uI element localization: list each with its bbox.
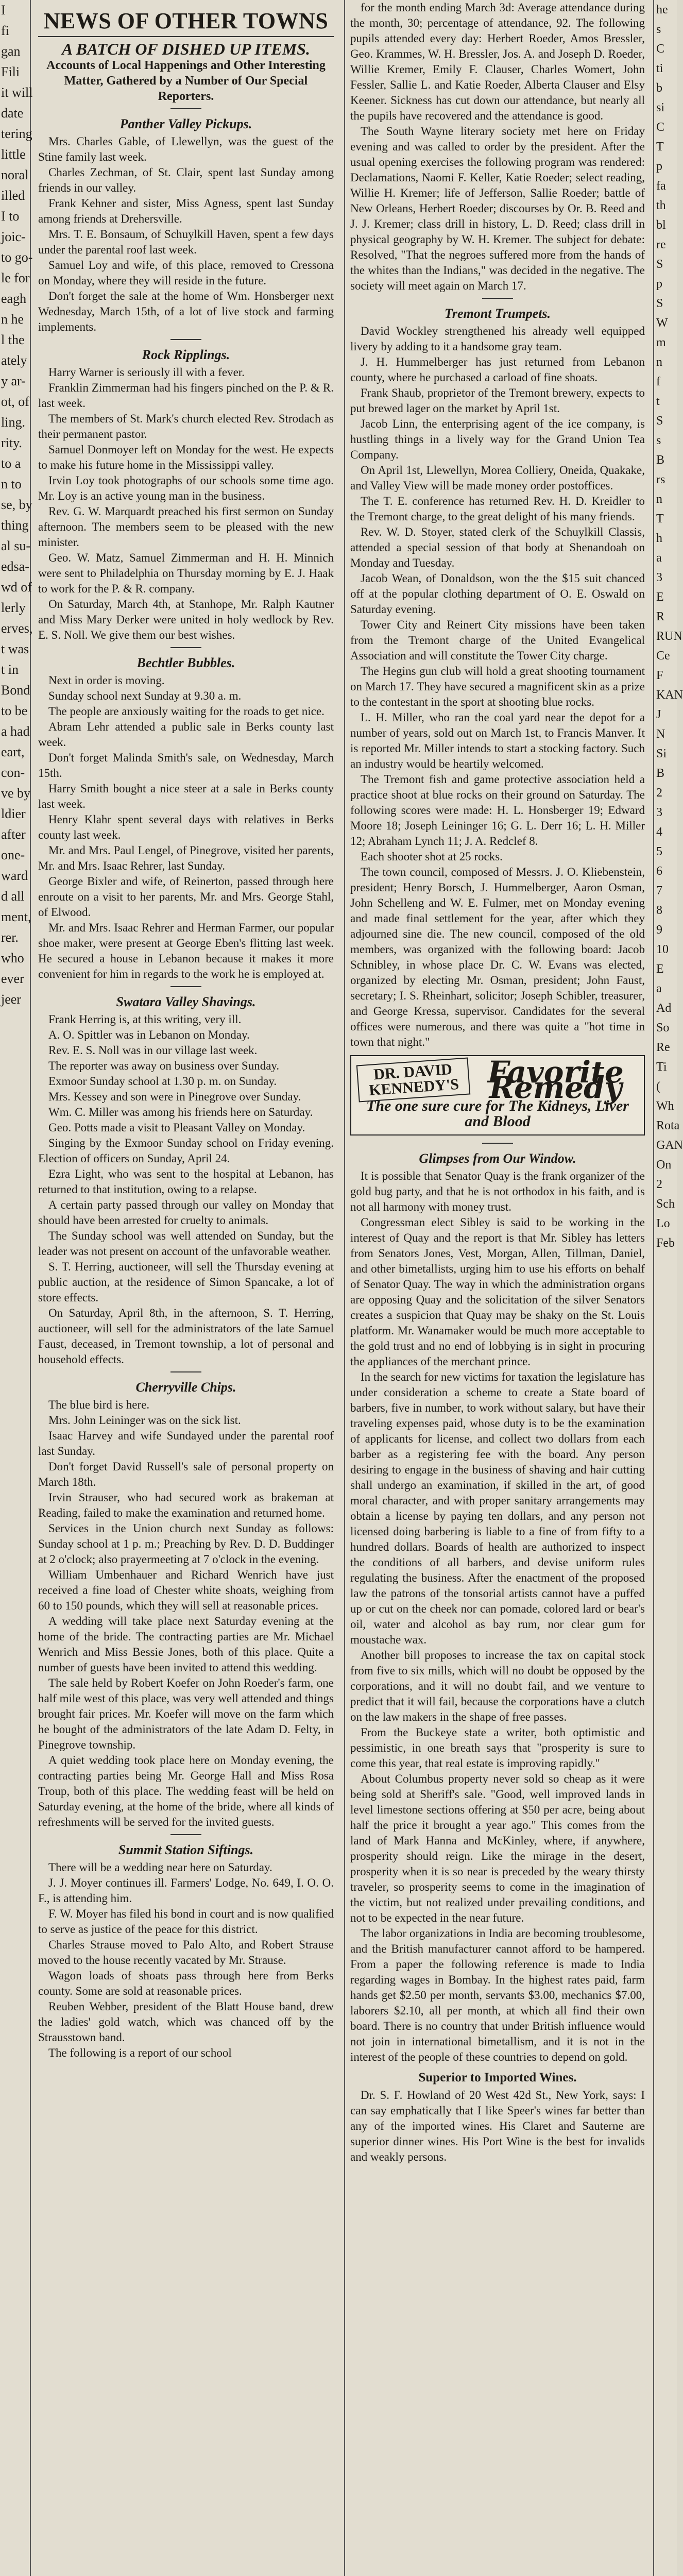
news-item: The labor organizations in India are becoming troublesome, and the British manufacturer cannot afford to be hampered. From a paper the following reference is made to India regarding wages in Bombay. In the highest rates paid, farm hands get $2.50 per month, servants $3.00, mechanics $7.00, laborers $2.10, all per month, at which all find their own board. There is no country that under British influence would not join in international bimetallism, and it is not in the interest of the people of these countries to depend on gold.	[350, 1927, 645, 2063]
fragment-text: B	[656, 767, 665, 780]
fragment-text: bl	[656, 218, 666, 232]
fragment-text: 6	[656, 865, 662, 878]
news-item: Wm. C. Miller was among his friends here on Saturday.	[48, 1106, 313, 1118]
section-heading: Tremont Trumpets.	[444, 306, 551, 321]
news-item: Rev. G. W. Marquardt preached his first sermon on Sunday afternoon. The members seem to be pleased with the new minister.	[38, 505, 334, 549]
news-item: Reuben Webber, president of the Blatt House band, drew the ladies' gold watch, which was chanced off by the Strausstown band.	[38, 2000, 334, 2044]
fragment-text: S	[656, 297, 663, 310]
news-item: The Tremont fish and game protective association held a practice shoot at blue rocks on their ground on Saturday. The following scores were made: H. L. Honsberger 19; Edward Moore 18; Joseph Leininger 16; G. L. Derr 16; L. H. Miller 12; Abraham Lynch 11; J. A. Redclef 8.	[350, 773, 645, 848]
news-item: Congressman elect Sibley is said to be working in the interest of Quay and the report is that Mr. Sibley has letters from Senators Jones, Vest, Morgan, Allen, Tillman, Daniel, and other bimetallists, urging him to use his efforts on behalf of Senator Quay. The way in which the administration organs are opposing Quay and the solicitation of the silver Senators creates a suspicion that Quay may be shaky on the St. Louis platform. Mr. Wanamaker would be much more acceptable to the gold trust and no end of lobbying is in sight in procuring the appliances of the merchant prince.	[350, 1216, 645, 1368]
news-item: Tower City and Reinert City missions have been taken from the Tremont charge of the United Evangelical Association and will constitute the Tower City charge.	[350, 618, 645, 662]
ad-tagline: The one sure cure for The Kidneys, Liver and Blood	[366, 1097, 629, 1130]
fragment-text: m	[656, 336, 666, 349]
fragment-text: to a	[1, 456, 21, 471]
fragment-text: C	[656, 121, 665, 134]
section-heading: Glimpses from Our Window.	[419, 1151, 576, 1166]
news-item: Samuel Donmoyer left on Monday for the west. He expects to make his future home in the Mississippi valley.	[38, 443, 334, 471]
section-divider	[482, 298, 513, 299]
news-item: Rev. E. S. Noll was in our village last week.	[48, 1044, 258, 1057]
fragment-text: J	[656, 708, 661, 721]
news-item: for the month ending March 3d: Average attendance during the month, 30; percentage of attendance, 92. The following pupils attended every day: Herbert Roeder, Amos Bressler, Geo. Krammes, W. H. Bressler, Jos. A. and Joseph D. Roeder, Willie Kremer, Emily F. Clauser, Charles Womert, John Fessler, Sallie L. and Katie Roeder, Alberta Clauser and Elsy Keener. Sickness has cut down our attendance, but nearly all the pupils have recovered and the attendance is good.	[350, 1, 645, 122]
page-title: NEWS OF OTHER TOWNS	[38, 8, 334, 37]
news-item: Samuel Loy and wife, of this place, removed to Cressona on Monday, where they will reside in the future.	[38, 259, 334, 287]
fragment-text: Ti	[656, 1060, 667, 1074]
news-item: J. H. Hummelberger has just returned from Lebanon county, where he purchased a carload of fine shoats.	[350, 355, 645, 384]
news-item: Abram Lehr attended a public sale in Berks county last week.	[38, 720, 334, 749]
fragment-text: t in	[1, 662, 19, 677]
news-item: Dr. S. F. Howland of 20 West 42d St., New York, says: I can say emphatically that I like Speer's wines far better than any of the imported wines. His Claret and Sauterne are superior dinner wines. His Port Wine is the best for invalids and weakly persons.	[350, 2089, 645, 2163]
fragment-text: E	[656, 962, 664, 976]
fragment-text: si	[656, 101, 665, 114]
news-item: Mrs. John Leininger was on the sick list.	[48, 1414, 241, 1427]
news-item: The people are anxiously waiting for the roads to get nice.	[48, 705, 325, 718]
fragment-text: GAN	[656, 1139, 683, 1152]
fragment-text: a	[656, 551, 662, 565]
fragment-text: ve by	[1, 786, 31, 801]
section-divider	[170, 108, 201, 109]
section-heading: Swatara Valley Shavings.	[116, 994, 256, 1009]
fragment-text: ot, of	[1, 394, 29, 409]
fragment-text: se, by	[1, 497, 32, 512]
fragment-text: Wh	[656, 1099, 674, 1113]
fragment-text: 10	[656, 943, 669, 956]
fragment-text: Bond	[1, 683, 30, 698]
fragment-text: 8	[656, 904, 662, 917]
section-heading: Rock Ripplings.	[142, 347, 230, 362]
fragment-text: Fili	[1, 64, 20, 79]
fragment-text: n he	[1, 312, 24, 327]
news-item: Wagon loads of shoats pass through here from Berks county. Some are sold at reasonable prices.	[38, 1969, 334, 1997]
news-item: The South Wayne literary society met here on Friday evening and was called to order by the president. After the usual opening exercises the following program was rendered: Declamations, Naomi F. Keller, Katie Roeder; select reading, Willie H. Kremer; life of Jefferson, Sallie Roeder; battle of New Orleans, Herbert Roeder; discourses by Or. B. Reed and J. J. Kremer; class drill in history, L. D. Reed; class drill in physical geography by W. H. Kremer. The subject for debate: Resolved, "That the negroes suffered more from the hands of the whites than the Indians," was decided in the negative. The society will meet again on March 17.	[350, 125, 645, 292]
ad-headline: Favorite Remedy	[487, 1055, 624, 1105]
fragment-text: eart,	[1, 744, 25, 759]
news-column-left	[34, 0, 339, 2576]
fragment-text: 2	[656, 786, 662, 800]
news-item: There will be a wedding near here on Saturday.	[48, 1861, 272, 1874]
news-item: Henry Klahr spent several days with relatives in Berks county last week.	[38, 813, 334, 841]
fragment-text: Lo	[656, 1217, 670, 1230]
fragment-text: 3	[656, 806, 662, 819]
news-item: Don't forget David Russell's sale of personal property on March 18th.	[38, 1460, 334, 1488]
news-item: Services in the Union church next Sunday as follows: Sunday school at 1 p. m.; Preaching by Rev. D. D. Buddinger at 2 o'clock; also prayermeeting at 7 o'clock in the evening.	[38, 1522, 334, 1566]
news-item: Another bill proposes to increase the tax on capital stock from five to six mills, which will no doubt be opposed by the corporations, and it will no doubt fail, and we venture to predict that it will fail, because the corporations have a clutch on the law makers in the shape of free passes.	[350, 1649, 645, 1723]
fragment-text: C	[656, 42, 665, 56]
fragment-text: to be	[1, 703, 28, 718]
fragment-text: T	[656, 512, 664, 526]
news-item: Mr. and Mrs. Paul Lengel, of Pinegrove, visited her parents, Mr. and Mrs. Isaac Rehrer, last Sunday.	[38, 844, 334, 872]
fragment-text: N	[656, 727, 665, 741]
fragment-text: to go-	[1, 250, 33, 265]
fragment-text: Ce	[656, 649, 670, 663]
fragment-text: s	[656, 23, 661, 36]
fragment-text: wd of	[1, 580, 32, 595]
news-item: The members of St. Mark's church elected Rev. Strodach as their permanent pastor.	[38, 412, 334, 440]
fragment-text: 9	[656, 923, 662, 937]
news-item: The Sunday school was well attended on Sunday, but the leader was not present on account of the unfavorable weather.	[38, 1229, 334, 1258]
fragment-text: re	[656, 238, 666, 251]
fragment-text: fa	[656, 179, 666, 193]
news-item: In the search for new victims for taxation the legislature has under consideration a scheme to create a State board of barbers, five in number, to work without salary, but have their traveling expenses paid, whose duty is to be the examination of applicants for license, and collect two dollars from each barber as a registering fee with the board. Any person desiring to engage in the business of shaving and hair cutting shall undergo an examination, if skilled in the art, of good moral character, and with proper sanitary arrangements may obtain a license by paying ten dollars, and any person not licensed doing barbering is liable to a fine of from fifty to a hundred dollars. Boards of health are authorized to inspect the conditions of all barbers, and devise uniform rules regulating the business. After the enactment of the proposed law the patrons of the tonsorial artists cannot have a puffed up or cut on the cheek nor can pomade, colored lard or bear's oil, water and alcohol as bay rum, nor clear gum for moustache wax.	[350, 1370, 645, 1646]
news-item: S. T. Herring, auctioneer, will sell the Thursday evening at public auction, at the residence of Simon Spancake, a lot of store effects.	[38, 1260, 334, 1304]
fragment-text: le for	[1, 270, 30, 285]
news-item: The following is a report of our school	[48, 2046, 232, 2059]
fragment-text: n	[656, 355, 662, 369]
news-item: Singing by the Exmoor Sunday school on Friday evening. Election of officers on Sunday, April 24.	[38, 1137, 334, 1165]
fragment-text: On	[656, 1158, 672, 1172]
news-item: Geo. Potts made a visit to Pleasant Valley on Monday.	[48, 1121, 305, 1134]
fragment-text: F	[656, 669, 663, 682]
right-column-fragment	[653, 0, 683, 2576]
news-item: Ezra Light, who was sent to the hospital at Lebanon, has returned to that institution, owing to a relapse.	[38, 1167, 334, 1196]
fragment-text: he	[656, 3, 668, 16]
fragment-text: Feb	[656, 1236, 675, 1250]
news-item: William Umbenhauer and Richard Wenrich have just received a fine load of Chester white shoats, weighing from 60 to 150 pounds, which they will sell at reasonable prices.	[38, 1568, 334, 1612]
fragment-text: R	[656, 610, 665, 623]
fragment-text: rity.	[1, 435, 22, 450]
fragment-text: one-	[1, 848, 25, 862]
section-divider	[482, 1143, 513, 1144]
fragment-text: rs	[656, 473, 665, 486]
fragment-text: noral	[1, 167, 29, 182]
news-item: Jacob Linn, the enterprising agent of the ice company, is hustling things in a lively way for the Grand Union Tea Company.	[350, 417, 645, 461]
fragment-text: al su-	[1, 538, 31, 553]
fragment-text: ment,	[1, 909, 31, 924]
news-item: Each shooter shot at 25 rocks.	[361, 850, 503, 863]
news-item: Charles Strause moved to Palo Alto, and Robert Strause moved to the house recently vacated by Mr. Strause.	[38, 1938, 334, 1967]
news-item: Charles Zechman, of St. Clair, spent last Sunday among friends in our valley.	[38, 166, 334, 194]
news-item: On Saturday, April 8th, in the afternoon, S. T. Herring, auctioneer, will sell for the administrators of the late Samuel Faust, deceased, in Tremont township, a lot of personal and household effects.	[38, 1307, 334, 1366]
news-item: The T. E. conference has returned Rev. H. D. Kreidler to the Tremont charge, to the great delight of his many friends.	[350, 495, 645, 523]
fragment-text: E	[656, 590, 664, 604]
news-item: Next in order is moving.	[48, 674, 165, 687]
fragment-text: jeer	[1, 992, 21, 1007]
news-item: L. H. Miller, who ran the coal yard near the depot for a number of years, sold out on March 1st, to Francis Manver. It is reported Mr. Miller intends to start a stocking factory. Such an industry would be heartily welcomed.	[350, 711, 645, 770]
news-item: Jacob Wean, of Donaldson, won the the $15 suit chanced off at the popular clothing department of O. E. Oswald on Saturday evening.	[350, 572, 645, 616]
fragment-text: Sch	[656, 1197, 675, 1211]
news-item: Sunday school next Sunday at 9.30 a. m.	[48, 689, 242, 702]
fragment-text: 5	[656, 845, 662, 858]
fragment-text: 4	[656, 825, 662, 839]
news-item: A. O. Spittler was in Lebanon on Monday.	[48, 1028, 250, 1041]
fragment-text: th	[656, 199, 666, 212]
news-item: Exmoor Sunday school at 1.30 p. m. on Sunday.	[48, 1075, 277, 1088]
fragment-text: S	[656, 258, 663, 271]
fragment-text: ling.	[1, 415, 25, 430]
fragment-text: gan	[1, 44, 21, 59]
news-item: On April 1st, Llewellyn, Morea Colliery, Oneida, Quakake, and Valley View will be made money order postoffices.	[350, 464, 645, 492]
news-item: A quiet wedding took place here on Monday evening, the contracting parties being Mr. George Hall and Miss Rosa Troup, both of this place. The wedding feast will be held on Saturday evening, at the home of the bride, where all kinds of refreshments will be served for the invited guests.	[38, 1754, 334, 1828]
news-item: About Columbus property never sold so cheap as it were being sold at Sheriff's sale. "Good, well improved lands in level limestone sections offering at $50 per acre, being about half the price it brought a year ago." This comes from the land of Mark Hanna and McKinley, where, if anywhere, prosperity should reign. Like the mirage in the desert, prosperity when it is so near is preceded by the weary thirsty traveler, so prosperity seems to come in the imagination of the victim, but not realized under prevailing conditions, and not to be expected in the near future.	[350, 1772, 645, 1924]
news-item: Mrs. Charles Gable, of Llewellyn, was the guest of the Stine family last week.	[38, 135, 334, 163]
section-divider	[170, 339, 201, 340]
fragment-text: d all	[1, 889, 25, 904]
left-column-fragment	[0, 0, 31, 2576]
fragment-text: n	[656, 493, 662, 506]
fragment-text: con-	[1, 765, 25, 780]
section-heading: Panther Valley Pickups.	[119, 116, 252, 131]
news-item: A wedding will take place next Saturday evening at the home of the bride. The contracting parties are Mr. Michael Wenrich and Miss Bessie Jones, both of this place. Quite a number of guests have been invited to attend this wedding.	[38, 1615, 334, 1674]
fragment-text: tering	[1, 126, 32, 141]
news-item: Geo. W. Matz, Samuel Zimmerman and H. H. Minnich were sent to Philadelphia on Thursday morning by E. J. Haak to work for the P. & R. company.	[38, 551, 334, 595]
news-item: Don't forget Malinda Smith's sale, on Wednesday, March 15th.	[38, 751, 334, 779]
fragment-text: ldier	[1, 806, 26, 821]
news-item: Mrs. Kessey and son were in Pinegrove over Sunday.	[48, 1090, 301, 1103]
fragment-text: b	[656, 81, 662, 95]
fragment-text: Ad	[656, 1002, 672, 1015]
fragment-text: date	[1, 106, 24, 121]
page-subtitle: A BATCH OF DISHED UP ITEMS.	[62, 40, 310, 58]
fragment-text: ever	[1, 971, 24, 986]
news-item: A certain party passed through our valley on Monday that should have been arrested for cruelty to animals.	[38, 1198, 334, 1227]
fragment-text: illed	[1, 188, 25, 203]
news-item: Irvin Loy took photographs of our schools some time ago. Mr. Loy is an active young man in the business.	[38, 474, 334, 502]
fragment-text: little	[1, 147, 26, 162]
news-item: Don't forget the sale at the home of Wm. Honsberger next Wednesday, March 15th, of a lot of live stock and farming implements.	[38, 290, 334, 333]
fragment-text: a had	[1, 724, 30, 739]
fragment-text: y ar-	[1, 374, 26, 388]
fragment-text: edsa-	[1, 559, 29, 574]
fragment-text: f	[656, 375, 660, 388]
news-item: Harry Smith bought a nice steer at a sale in Berks county last week.	[38, 782, 334, 810]
fragment-text: t	[656, 395, 660, 408]
news-item: The blue bird is here.	[48, 1398, 150, 1411]
fragment-text: Si	[656, 747, 667, 760]
news-item: Irvin Strauser, who had secured work as brakeman at Reading, failed to make the examination and returned home.	[38, 1491, 334, 1519]
fragment-text: (	[656, 1080, 660, 1093]
fragment-text: l the	[1, 332, 25, 347]
news-item: George Bixler and wife, of Reinerton, passed through here enroute on a visit to her parents, Mr. and Mrs. George Stahl, of Elwood.	[38, 875, 334, 919]
news-column-right	[344, 0, 649, 2576]
fragment-text: erves,	[1, 621, 33, 636]
fragment-text: a	[656, 982, 662, 995]
advertisement	[350, 1055, 645, 1136]
fragment-text: ately	[1, 353, 27, 368]
fragment-text: 3	[656, 571, 662, 584]
fragment-text: T	[656, 140, 664, 154]
fragment-text: Rota	[656, 1119, 680, 1132]
fragment-text: thing	[1, 518, 29, 533]
fragment-text: lerly	[1, 600, 26, 615]
fragment-text: W	[656, 316, 668, 330]
fragment-text: So	[656, 1021, 670, 1035]
fragment-text: it will	[1, 85, 33, 100]
fragment-text: p	[656, 277, 662, 291]
section-divider	[170, 647, 201, 648]
fragment-text: t was	[1, 641, 29, 656]
section-divider	[170, 1834, 201, 1835]
fragment-text: B	[656, 453, 665, 467]
fragment-text: RUN	[656, 630, 682, 643]
news-item: Frank Herring is, at this writing, very ill.	[48, 1013, 242, 1026]
news-item: Franklin Zimmerman had his fingers pinched on the P. & R. last week.	[38, 381, 334, 410]
masthead	[38, 8, 334, 104]
fragment-text: who	[1, 951, 24, 965]
news-item: Rev. W. D. Stoyer, stated clerk of the Schuylkill Classis, attended a special session of that body at Shenandoah on Monday and Tuesday.	[350, 526, 645, 569]
fragment-text: after	[1, 827, 26, 842]
news-item: From the Buckeye state a writer, both optimistic and pessimistic, in one breath says that "prosperity is sure to come this year, that real estate is improving rapidly."	[350, 1726, 645, 1770]
news-item: The town council, composed of Messrs. J. O. Kliebenstein, president; Henry Borsch, J. Hummelberger, Aaron Osman, John Schelleng and W. E. Fulmer, met on Monday evening and made final settlement for the year, after which they adjourned sine die. The new council, composed of the old members, was organized with the following board: Jacob Schnibley, in whose place Dr. C. W. Evans was elected, organized by electing Mr. Osman, president; John Faust, secretary; I. S. Rheinhart, solicitor; Joseph Schibler, treasurer, and George Kressa, supervisor. Candidates for the several offices were numerous, and there was quite a "hot time in town that night."	[350, 866, 645, 1048]
news-item: On Saturday, March 4th, at Stanhope, Mr. Ralph Kautner and Miss Mary Derker were united in holy wedlock by Rev. E. S. Noll. We give them our best wishes.	[38, 598, 334, 641]
news-item: David Wockley strengthened his already well equipped livery by adding to it a handsome gray team.	[350, 325, 645, 353]
section-heading: Cherryville Chips.	[135, 1380, 236, 1395]
news-item: The reporter was away on business over Sunday.	[48, 1059, 280, 1072]
item-heading: Superior to Imported Wines.	[418, 2071, 577, 2084]
fragment-text: joic-	[1, 229, 26, 244]
fragment-text: S	[656, 414, 663, 428]
fragment-text: I	[1, 3, 6, 18]
ad-brand-name: DR. DAVID KENNEDY'S	[356, 1058, 471, 1103]
fragment-text: I to	[1, 209, 20, 224]
news-item: It is possible that Senator Quay is the frank organizer of the gold bug party, and that he is not orthodox in his faith, and is not all harmony with money trust.	[350, 1170, 645, 1213]
fragment-text: ward	[1, 868, 28, 883]
fragment-text: 2	[656, 1178, 662, 1191]
fragment-text: s	[656, 434, 661, 447]
news-item: Mrs. T. E. Bonsaum, of Schuylkill Haven, spent a few days under the parental roof last week.	[38, 228, 334, 256]
section-divider	[170, 986, 201, 987]
fragment-text: rer.	[1, 930, 19, 945]
fragment-text: Re	[656, 1041, 670, 1054]
news-item: Harry Warner is seriously ill with a fever.	[48, 366, 245, 379]
fragment-text: p	[656, 160, 662, 173]
fragment-text: h	[656, 532, 662, 545]
section-heading: Bechtler Bubbles.	[136, 655, 235, 670]
page-deck: Accounts of Local Happenings and Other Interesting Matter, Gathered by a Number of Our Special Reporters.	[46, 59, 326, 103]
news-item: J. J. Moyer continues ill. Farmers' Lodge, No. 649, I. O. O. F., is attending him.	[38, 1876, 334, 1905]
fragment-text: ti	[656, 62, 663, 75]
news-item: Frank Shaub, proprietor of the Tremont brewery, expects to put brewed lager on the market by April 1st.	[350, 386, 645, 415]
news-item: The Hegins gun club will hold a great shooting tournament on March 17. They have secured a magnificent skin as a prize to the contestant in the sport at shooting blue rocks.	[350, 665, 645, 708]
section-heading: Summit Station Siftings.	[118, 1842, 254, 1857]
news-item: Isaac Harvey and wife Sundayed under the parental roof last Sunday.	[38, 1429, 334, 1458]
news-item: Frank Kehner and sister, Miss Agness, spent last Sunday among friends at Drehersville.	[38, 197, 334, 225]
news-item: Mr. and Mrs. Isaac Rehrer and Herman Farmer, our popular shoe maker, were present at George Eben's flitting last week. He secured a house in Lebanon because it makes it more convenient for him in regards to the work he is employed at.	[38, 921, 334, 980]
news-item: F. W. Moyer has filed his bond in court and is now qualified to serve as justice of the peace for this district.	[38, 1907, 334, 1936]
news-item: The sale held by Robert Koefer on John Roeder's farm, one half mile west of this place, was very well attended and things brought fair prices. Mr. Koefer will move on the farm which he bought of the administrators of the late Adam D. Felty, in Pinegrove township.	[38, 1676, 334, 1751]
section-divider	[170, 1371, 201, 1372]
fragment-text: KAN	[656, 688, 683, 702]
fragment-text: fi	[1, 23, 9, 38]
fragment-text: 7	[656, 884, 662, 897]
fragment-text: eagh	[1, 291, 27, 306]
fragment-text: n to	[1, 477, 22, 492]
